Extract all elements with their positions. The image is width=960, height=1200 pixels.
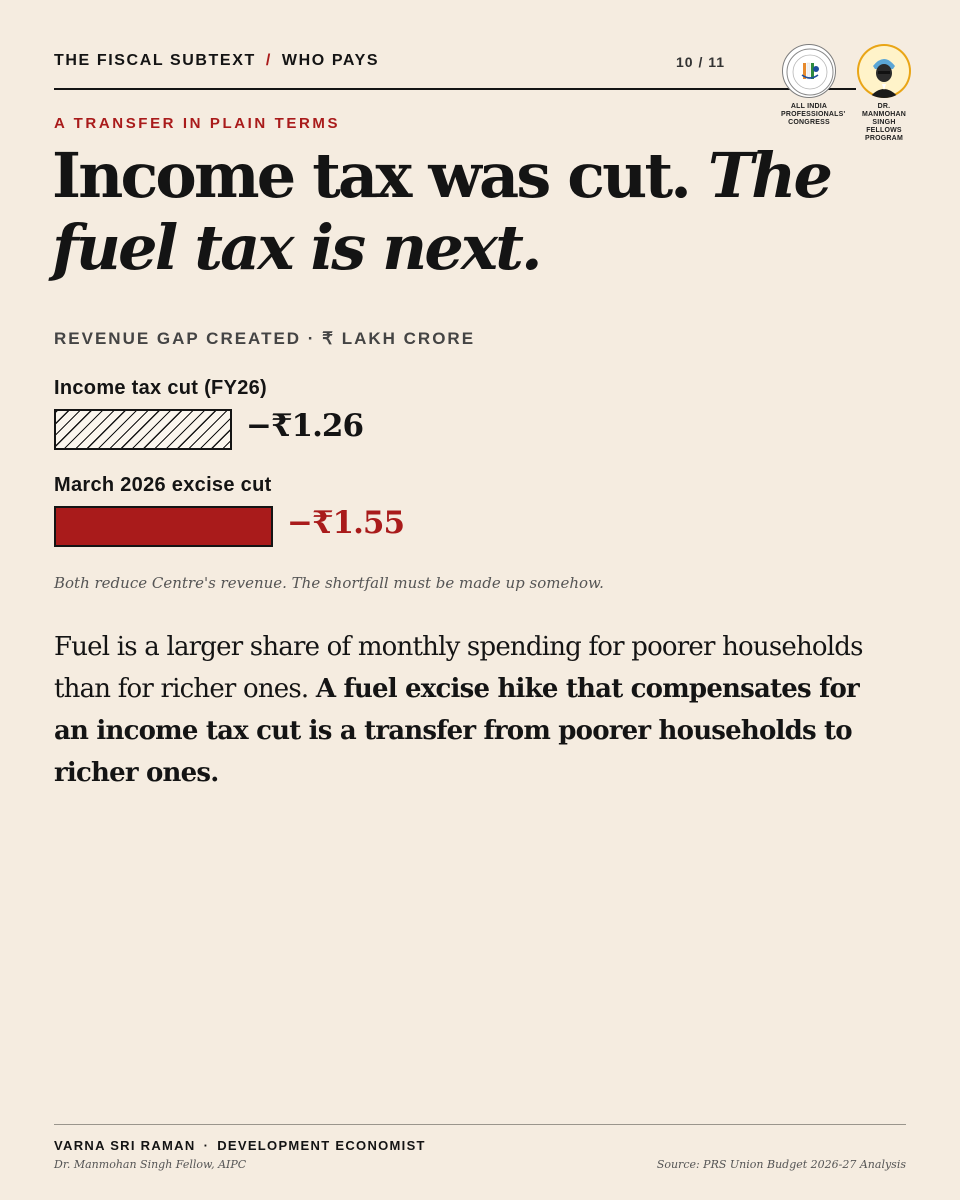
series-title bbox=[54, 52, 379, 70]
footer-rule bbox=[54, 1124, 906, 1125]
value-label-excise: −₹1.55 bbox=[287, 505, 405, 541]
bar-excise bbox=[54, 506, 273, 547]
author-affiliation: Dr. Manmohan Singh Fellow, AIPC bbox=[54, 1158, 247, 1171]
headline-italic: The fuel tax is next. bbox=[52, 139, 831, 284]
header-rule-stub bbox=[838, 88, 856, 90]
fellows-logo bbox=[856, 44, 912, 143]
bar-income-tax bbox=[54, 409, 232, 450]
chart-title: REVENUE GAP CREATED · ₹ LAKH CRORE bbox=[54, 329, 476, 348]
body-paragraph bbox=[54, 626, 874, 794]
aipc-caption: ALL INDIA PROFESSIONALS' CONGRESS bbox=[781, 103, 846, 126]
series-name: THE FISCAL SUBTEXT bbox=[54, 52, 256, 69]
bar-label-excise: March 2026 excise cut bbox=[54, 474, 272, 496]
page-indicator: 10 / 11 bbox=[676, 54, 726, 70]
value-label-income-tax: −₹1.26 bbox=[246, 408, 364, 444]
chart-note: Both reduce Centre's revenue. The shortfall must be made up somehow. bbox=[54, 574, 604, 592]
author-separator: · bbox=[203, 1138, 210, 1153]
source-note: Source: PRS Union Budget 2026-27 Analysis bbox=[656, 1158, 906, 1171]
aipc-seal-icon bbox=[782, 44, 836, 98]
fellows-caption: DR. MANMOHAN SINGH FELLOWS PROGRAM bbox=[862, 103, 906, 142]
body-emphasis: A fuel excise hike that compensates for an income tax cut is a transfer from poorer households to richer ones. bbox=[54, 674, 859, 788]
headline bbox=[52, 140, 872, 284]
headline-plain: Income tax was cut. bbox=[52, 139, 708, 212]
portrait-icon bbox=[857, 44, 911, 98]
kicker: A TRANSFER IN PLAIN TERMS bbox=[54, 115, 341, 132]
series-topic: WHO PAYS bbox=[281, 52, 380, 69]
author-name: VARNA SRI RAMAN bbox=[54, 1138, 196, 1153]
aipc-logo bbox=[781, 44, 846, 127]
bar-label-income-tax: Income tax cut (FY26) bbox=[54, 377, 268, 399]
body-plain: Fuel is a larger share of monthly spending for poorer households than for richer ones. bbox=[54, 632, 863, 704]
author-line bbox=[54, 1138, 426, 1153]
header-rule bbox=[54, 88, 852, 90]
series-separator: / bbox=[265, 52, 272, 69]
author-role: DEVELOPMENT ECONOMIST bbox=[217, 1138, 426, 1153]
